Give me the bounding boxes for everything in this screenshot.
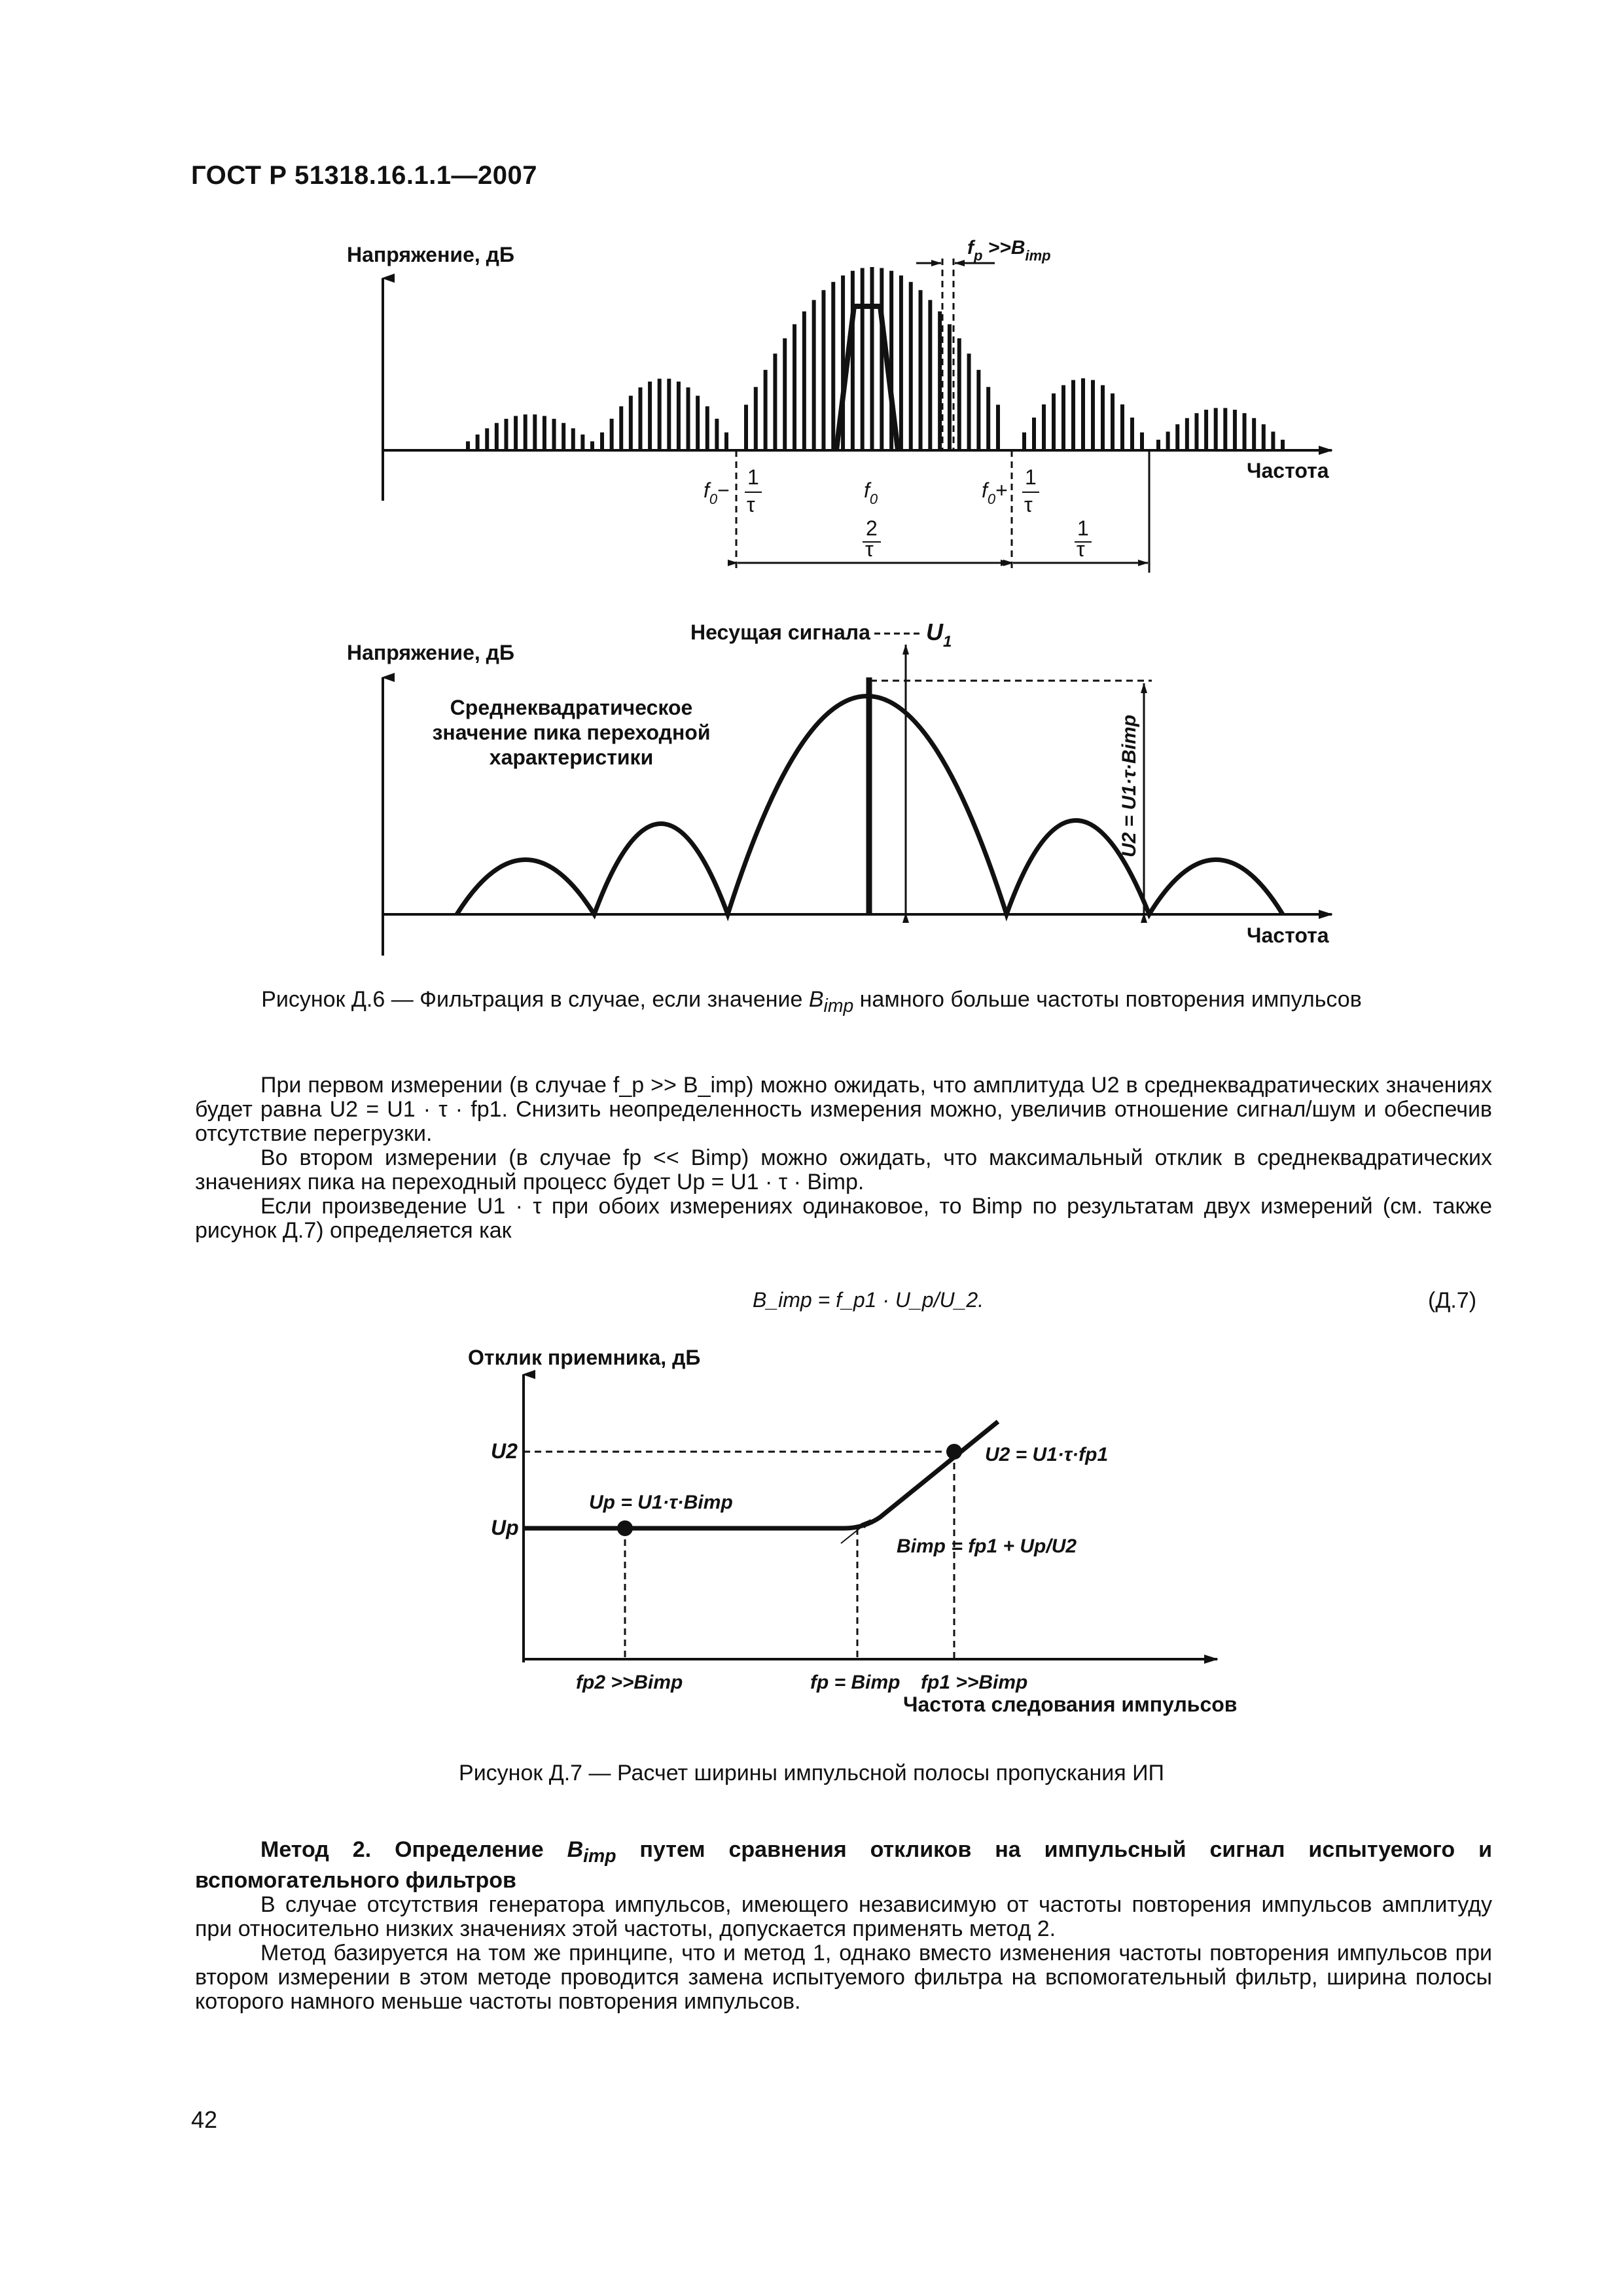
svg-text:1: 1 — [1077, 516, 1089, 540]
f0-label — [864, 478, 878, 507]
document-header: ГОСТ Р 51318.16.1.1—2007 — [191, 161, 538, 190]
svg-text:τ: τ — [1024, 493, 1033, 516]
fp-label: $f_p >>B_{imp}$ — [967, 237, 1051, 264]
svg-text:U2: U2 — [491, 1439, 518, 1463]
spectrum-lines — [468, 267, 1283, 450]
one-over-tau — [1075, 516, 1092, 561]
svg-text:f0+: $f_0+$ — [982, 478, 1008, 507]
method-2-section — [195, 1838, 1492, 2014]
svg-text:Up = U1·τ·Bimp: Up = U1·τ·Bimp — [589, 1492, 733, 1513]
svg-text:f0−: $f_0-$ — [704, 478, 730, 507]
svg-text:Отклик приемника, дБ: Отклик приемника, дБ — [468, 1346, 701, 1369]
svg-text:Несущая сигнала: Несущая сигнала — [690, 620, 870, 644]
method-paragraph-1: В случае отсутствия генератора импульсов, имеющего независимую от частоты повторения импульсов амплитуду при относительно низких значениях этой частоты, допускается применять метод 2. — [195, 1892, 1492, 1941]
svg-text:fp = Bimp: fp = Bimp — [810, 1672, 901, 1693]
paragraph-3: Если произведение U1 · τ при обоих измерениях одинаковое, то Bimp по результатам двух измерений (см. также рисунок Д.7) определяется как — [195, 1194, 1492, 1243]
svg-text:значение пика переходной: значение пика переходной — [432, 721, 711, 744]
svg-text:U2 = U1·τ·fp1: U2 = U1·τ·fp1 — [985, 1444, 1109, 1465]
svg-text:U2 = U1·τ·Bimp: U2 = U1·τ·Bimp — [1118, 714, 1140, 857]
svg-text:характеристики: характеристики — [489, 745, 654, 769]
top-ylabel: Напряжение, дБ — [347, 243, 514, 266]
svg-text:Up: Up — [491, 1516, 519, 1539]
method-paragraph-2: Метод базируется на том же принципе, что и метод 1, однако вместо изменения частоты повторения импульсов при втором измерении в этом методе проводится замена испытуемого фильтра на вспомогательный фильтр, ширина полосы которого намного меньше частоты повторения импульсов. — [195, 1940, 1492, 2014]
f0-plus-label — [982, 465, 1039, 516]
two-over-tau — [863, 516, 881, 561]
figure-d6-caption: Рисунок Д.6 — Фильтрация в случае, если значение $B_{imp}$ намного больше частоты повторения импульсов — [261, 987, 1362, 1016]
body-paragraphs-1 — [195, 1073, 1492, 1243]
svg-text:τ: τ — [865, 537, 874, 561]
figure-d7-chart — [468, 1346, 1237, 1716]
figure-d7-caption: Рисунок Д.7 — Расчет ширины импульсной полосы пропускания ИП — [459, 1761, 1164, 1785]
svg-text:Напряжение, дБ: Напряжение, дБ — [347, 641, 514, 664]
page-number: 42 — [191, 2106, 218, 2133]
paragraph-1: При первом измерении (в случае f_p >> B_imp) можно ожидать, что амплитуда U2 в среднеквадратических значениях будет равна U2 = U1 · τ · fp1. Снизить неопределенность измерения можно, увеличив отношение сигнал/шум и обеспечив отсутствие перегрузки. — [195, 1073, 1492, 1146]
svg-text:Bimp = fp1 + Up/U2: Bimp = fp1 + Up/U2 — [897, 1535, 1077, 1557]
paragraph-2: Во втором измерении (в случае fp << Bimp) можно ожидать, что максимальный отклик в среднеквадратических значениях пика на переходный процесс будет Up = U1 · τ · Bimp. — [195, 1145, 1492, 1194]
svg-text:f0: $f_0$ — [864, 478, 878, 507]
figure-d6-envelope — [347, 619, 1332, 956]
method-2-title: Метод 2. Определение $B_{imp}$ путем сравнения откликов на импульсный сигнал испытуемого и вспомогательного фильтров — [195, 1837, 1493, 1893]
svg-text:τ: τ — [1077, 537, 1085, 561]
svg-text:U1: $U_1$ — [926, 619, 952, 651]
top-xlabel: Частота — [1247, 459, 1329, 482]
svg-text:Частота: Частота — [1247, 924, 1329, 947]
formula-number: (Д.7) — [1428, 1288, 1477, 1313]
svg-text:Частота следования импульсов: Частота следования импульсов — [903, 1693, 1238, 1716]
svg-text:1: 1 — [747, 465, 759, 489]
svg-text:1: 1 — [1025, 465, 1037, 489]
svg-text:2: 2 — [866, 516, 878, 540]
svg-text:Среднеквадратическое: Среднеквадратическое — [450, 696, 693, 719]
formula-d7: B_imp = f_p1 · U_p/U_2. — [753, 1288, 984, 1312]
svg-text:τ: τ — [747, 493, 755, 516]
svg-text:fp1 >>Bimp: fp1 >>Bimp — [921, 1672, 1028, 1693]
f0-minus-label — [704, 465, 762, 516]
svg-text:fp2 >>Bimp: fp2 >>Bimp — [576, 1672, 683, 1693]
